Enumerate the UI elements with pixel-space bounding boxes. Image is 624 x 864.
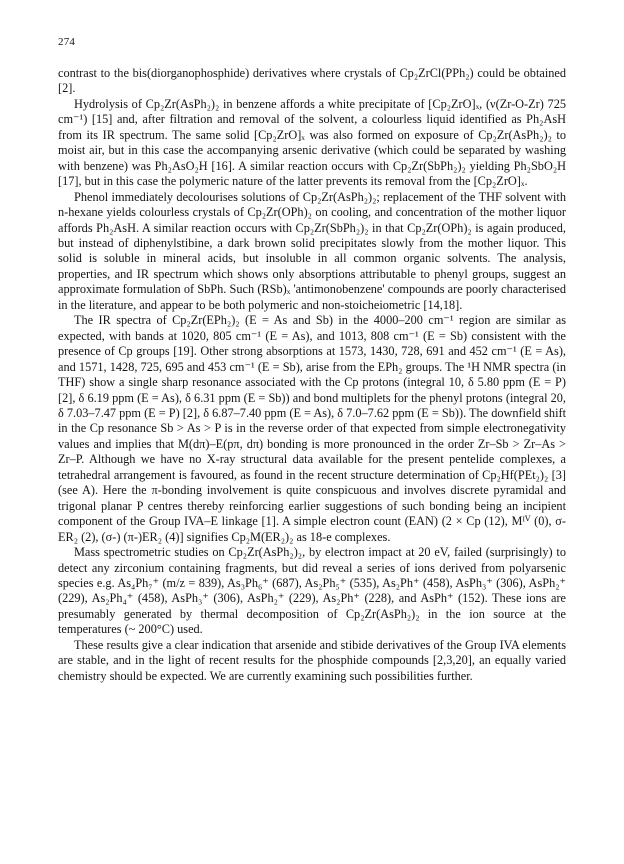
article-body (58, 66, 566, 684)
page-number: 274 (58, 36, 76, 48)
paragraph-ir-nmr-spectra: The IR spectra of Cp₂Zr(EPh₂)₂ (E = As and Sb) in the 4000–200 cm⁻¹ region are similar as expected, with bands at 1020, 805 cm⁻¹ (E = As), and 1013, 808 cm⁻¹ (E = Sb) consistent with the presence of Cp groups [19]. Other strong absorptions at 1573, 1430, 728, 691 and 452 cm⁻¹ (E = As), and 1571, 1428, 725, 695 and 453 cm⁻¹ (E = Sb), arise from the EPh₂ groups. The ¹H NMR spectra (in THF) show a single sharp resonance associated with the Cp protons (integral 10, δ 5.80 ppm (E = P) [2], δ 6.19 ppm (E = As), δ 6.31 ppm (E = Sb)) and bond multiplets for the phenyl protons (integral 20, δ 7.03–7.47 ppm (E = P) [2], δ 6.87–7.40 ppm (E = As), δ 7.0–7.62 ppm (E = Sb)). The downfield shift in the Cp resonance Sb > As > P is in the reverse order of that expected from simple electronegativity values and implies that M(dπ)–E(pπ, dπ) bonding is more pronounced in the order Zr–Sb > Zr–As > Zr–P. Although we have no X-ray structural data available for the present pentelide complexes, a tetrahedral arrangement is favoured, as found in the recent structure determination of Cp₂Hf(PEt₂)₂ [3] (see A). Here the π-bonding involvement is quite conspicuous and involves discrete pyramidal and trigonal planar P centres thereby reinforcing earlier suggestions of such bonding being an incipient component of the Group IVA–E linkage [1]. A simple electron count (EAN) (2 × Cp (12), Mᴵⱽ (0), σ-ER₂ (2), (σ-) (π-)ER₂ (4)] signifies Cp₂M(ER₂)₂ as 18-e complexes. (58, 313, 566, 544)
paragraph-mass-spectrometry: Mass spectrometric studies on Cp₂Zr(AsPh₂)₂, by electron impact at 20 eV, failed (surprisingly) to detect any zirconium containing fragments, but did reveal a series of ions derived from polyarsenic species e.g. As₄Ph₇⁺ (m/z = 839), As₃Ph₆⁺ (687), As₂Ph₅⁺ (535), As₂Ph⁺ (458), AsPh₃⁺ (306), AsPh₂⁺ (229), As₂Ph₄⁺ (458), AsPh₃⁺ (306), AsPh₂⁺ (229), As₂Ph⁺ (228), and AsPh⁺ (152). These ions are presumably generated by thermal decomposition of Cp₂Zr(AsPh₂)₂ in the ion source at the temperatures (~ 200°C) used. (58, 545, 566, 637)
paragraph-hydrolysis: Hydrolysis of Cp₂Zr(AsPh₂)₂ in benzene affords a white precipitate of [Cp₂ZrO]ₓ, (ν(Zr-O-Zr) 725 cm⁻¹) [15] and, after filtration and removal of the solvent, a colourless liquid identified as Ph₂AsH from its IR spectrum. The same solid [Cp₂ZrO]ₓ was also formed on exposure of Cp₂Zr(AsPh₂)₂ to moist air, but in this case the accompanying arsenic derivative (which could be separated by washing with benzene) was Ph₂AsO₂H [16]. A similar reaction occurs with Cp₂Zr(SbPh₂)₂ yielding Ph₂SbO₂H [17], but in this case the polymeric nature of the latter prevents its removal from the [Cp₂ZrO]ₓ. (58, 96, 566, 189)
paragraph-continuation: contrast to the bis(diorganophosphide) derivatives where crystals of Cp₂ZrCl(PPh₂) could be obtained [2]. (58, 66, 566, 96)
paragraph-phenol: Phenol immediately decolourises solutions of Cp₂Zr(AsPh₂)₂; replacement of the THF solvent with n-hexane yields colourless crystals of Cp₂Zr(OPh)₂ on cooling, and concentration of the mother liquor affords Ph₂AsH. A similar reaction occurs with Cp₂Zr(SbPh₂)₂ in that Cp₂Zr(OPh)₂ is again produced, but instead of diphenylstibine, a dark brown solid precipitates slowly from the mother liquor. This solid is soluble in mineral acids, but insoluble in all common organic solvents. The analysis, properties, and IR spectrum which shows only absorptions attributable to phenyl groups, suggest an approximate formulation of SbPh. Such (RSb)ₓ 'antimonobenzene' compounds are poorly characterised in the literature, and appear to be both polymeric and non-stoicheiometric [14,18]. (58, 189, 566, 312)
paragraph-conclusion: These results give a clear indication that arsenide and stibide derivatives of the Group IVA elements are stable, and in the light of recent results for the phosphide compounds [2,3,20], an equally varied chemistry should be expected. We are currently examining such possibilities further. (58, 637, 566, 683)
